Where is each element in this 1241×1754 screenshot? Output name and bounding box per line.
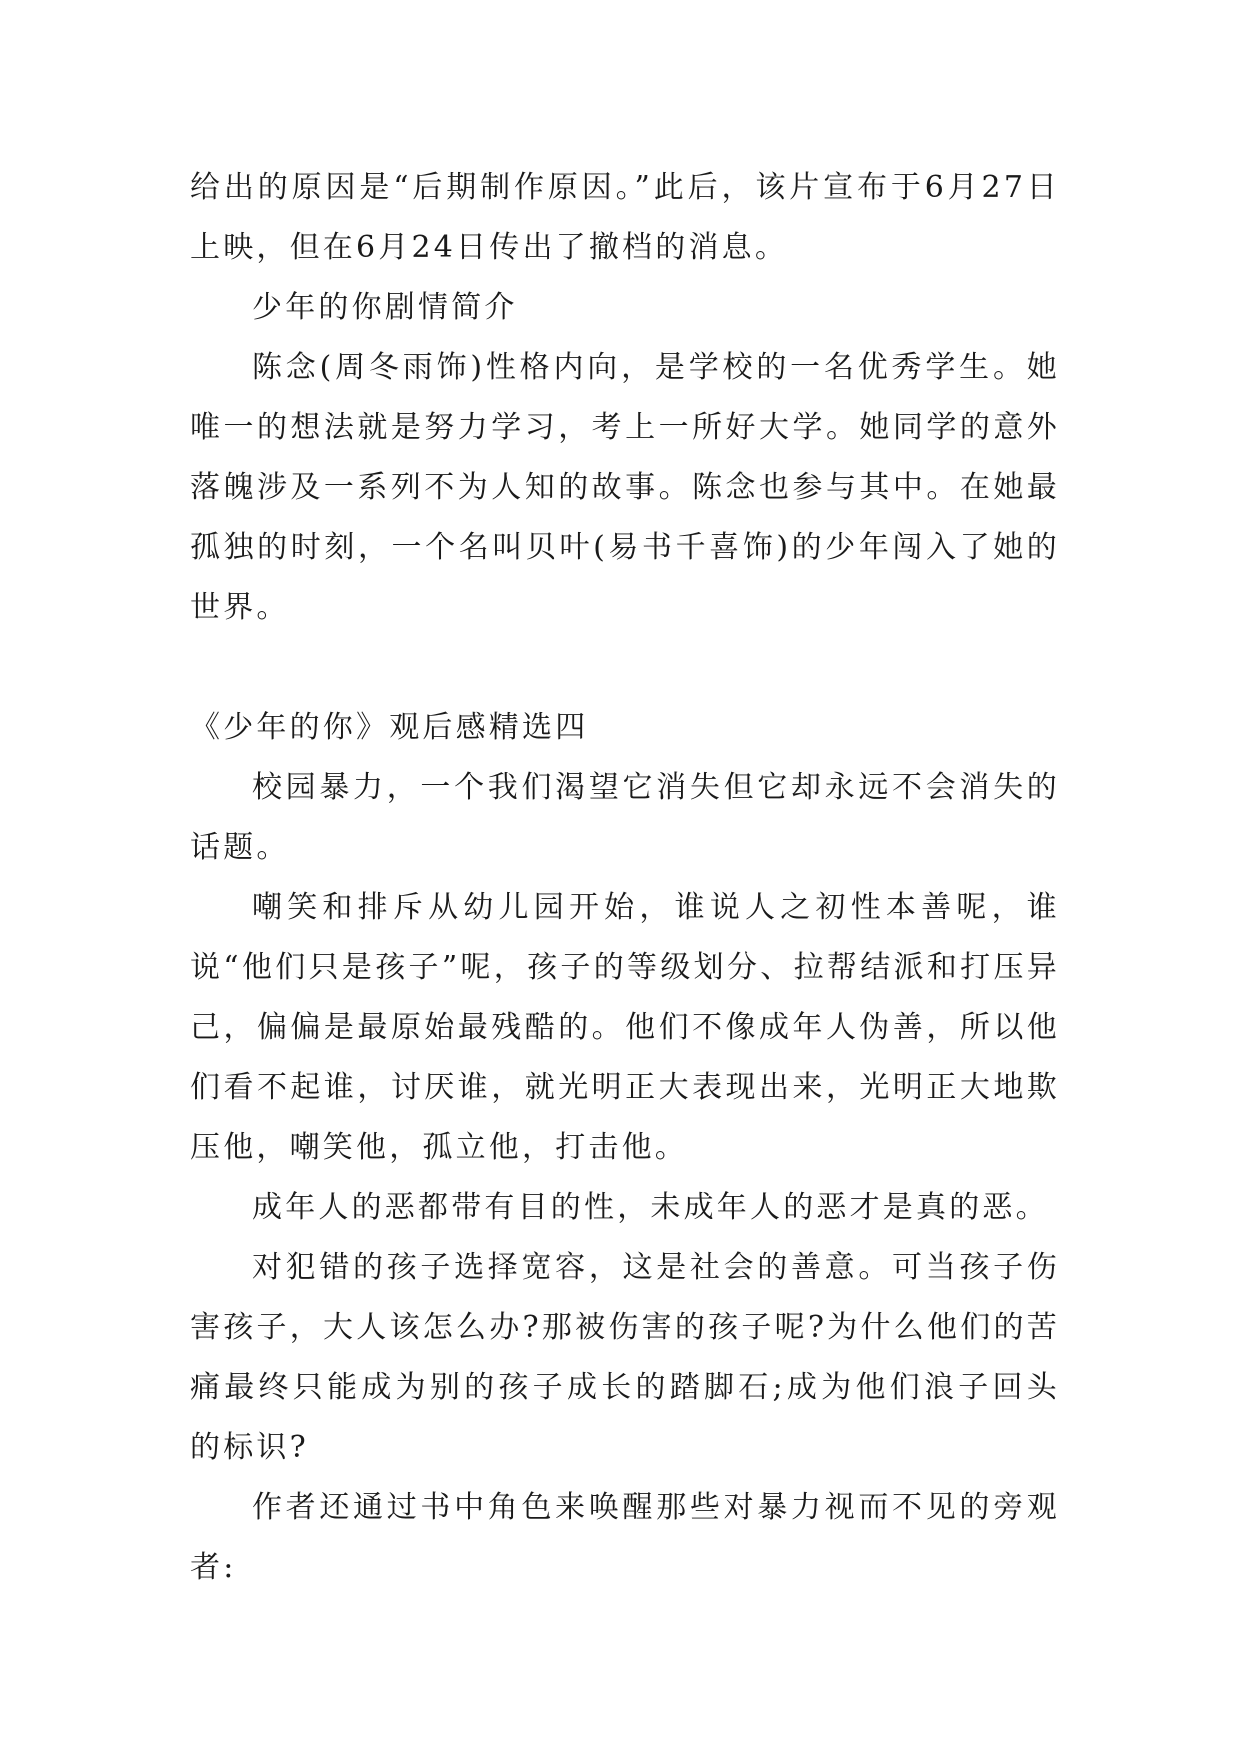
paragraph-body-1: 校园暴力，一个我们渴望它消失但它却永远不会消失的话题。 [190, 770, 1060, 865]
paragraph-body-4: 对犯错的孩子选择宽容，这是社会的善意。可当孩子伤害孩子，大人该怎么办?那被伤害的孩子呢?为什么他们的苦痛最终只能成为别的孩子成长的踏脚石;成为他们浪子回头的标识? [190, 1250, 1060, 1465]
section-title: 《少年的你》观后感精选四 [190, 710, 589, 745]
synopsis-heading: 少年的你剧情简介 [252, 290, 518, 325]
section-spacer [190, 638, 1060, 698]
paragraph-synopsis: 陈念(周冬雨饰)性格内向，是学校的一名优秀学生。她唯一的想法就是努力学习，考上一所好大学。她同学的意外落魄涉及一系列不为人知的故事。陈念也参与其中。在她最孤独的时刻，一个名叫贝叶(易书千喜饰)的少年闯入了她的世界。 [190, 350, 1060, 625]
paragraph-body-5: 作者还通过书中角色来唤醒那些对暴力视而不见的旁观者: [190, 1490, 1060, 1585]
paragraph-body-2: 嘲笑和排斥从幼儿园开始，谁说人之初性本善呢，谁说“他们只是孩子”呢，孩子的等级划分、拉帮结派和打压异己，偏偏是最原始最残酷的。他们不像成年人伪善，所以他们看不起谁，讨厌谁，就光明正大表现出来，光明正大地欺压他，嘲笑他，孤立他，打击他。 [190, 890, 1060, 1165]
paragraph-body-3: 成年人的恶都带有目的性，未成年人的恶才是真的恶。 [252, 1190, 1049, 1225]
document-body [190, 158, 1060, 1598]
paragraph-release-info: 给出的原因是“后期制作原因。”此后，该片宣布于6月27日上映，但在6月24日传出了撤档的消息。 [190, 170, 1060, 265]
